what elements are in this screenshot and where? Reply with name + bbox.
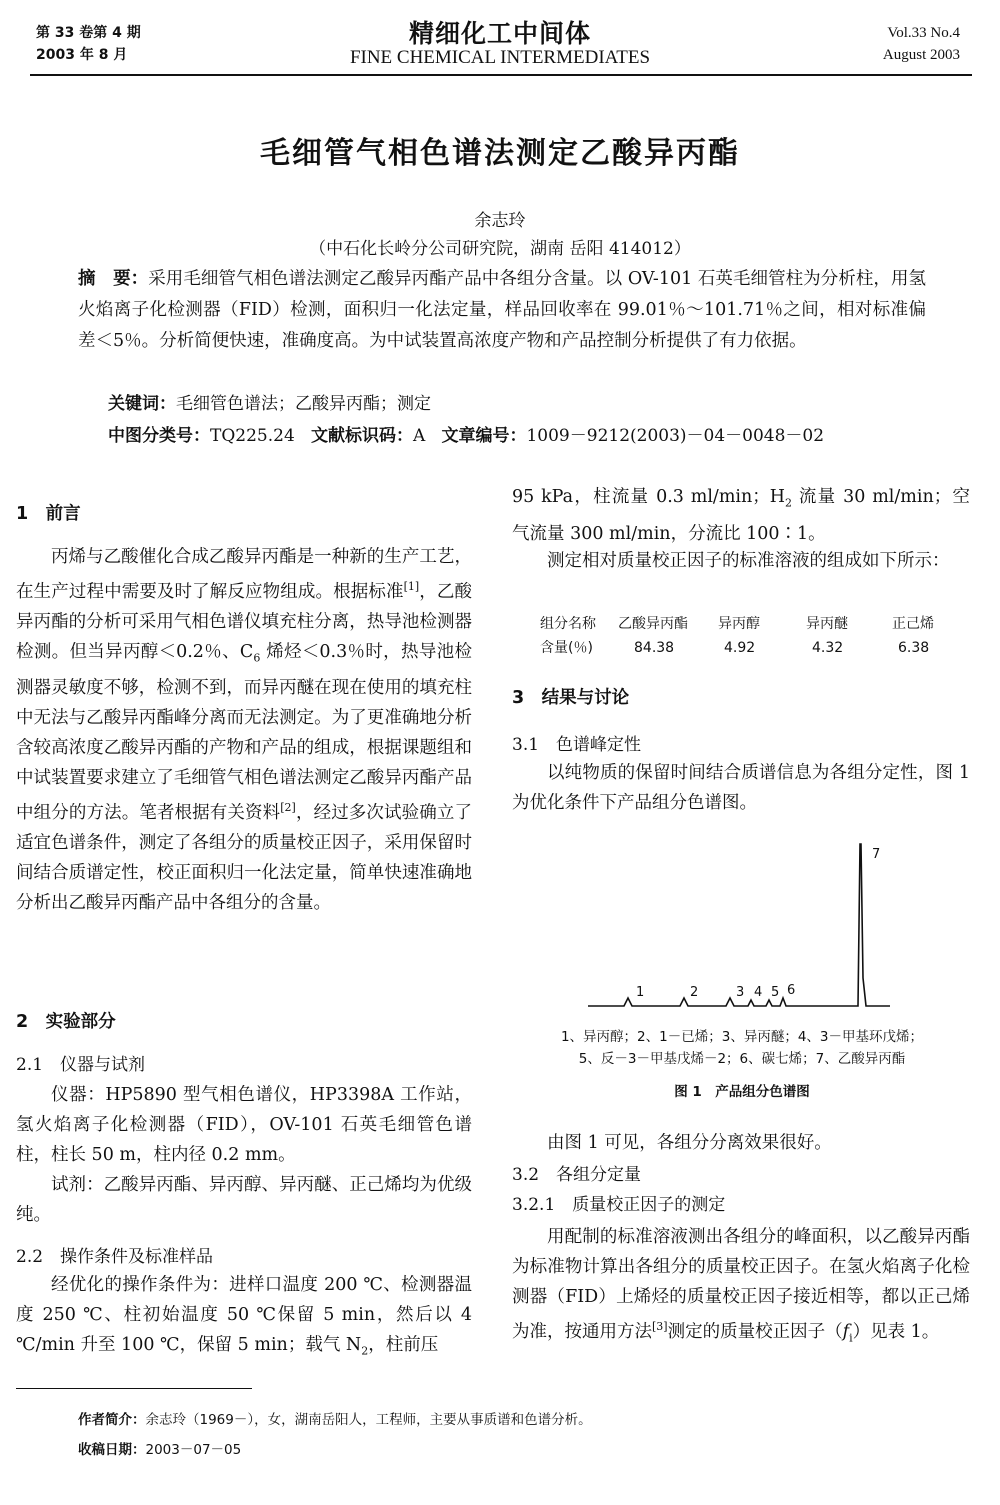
s321-text-a: 用配制的标准溶液测出各组分的峰面积，以乙酸异丙酯为标准物计算出各组分的质量校正因子。在氢火焰离子化检测器（FID）上烯烃的质量校正因子接近相等，都以正己烯为准，按通用方法 <box>512 1227 970 1342</box>
section-3-1-body: 以纯物质的保留时间结合质谱信息为各组分定性，图 1 为优化条件下产品组分色谱图。 <box>512 763 970 813</box>
abstract <box>78 264 926 357</box>
peak-label-1: 1 <box>636 985 645 1000</box>
separation-sentence: 由图 1 可见，各组分分离效果很好。 <box>547 1133 832 1153</box>
abstract-label: 摘 要： <box>78 269 149 289</box>
header-vol-en: Vol.33 No.4 <box>887 25 960 41</box>
peak-label-2: 2 <box>690 985 699 1000</box>
n2-subscript: 2 <box>361 1344 369 1358</box>
chromatogram-trace <box>588 844 890 1006</box>
paper-title: 毛细管气相色谱法测定乙酸异丙酯 <box>260 136 740 171</box>
keywords <box>108 392 431 416</box>
journal-title-cn: 精细化工中间体 <box>408 19 591 48</box>
figure-legend-line-2: 5、反－3－甲基戊烯－2；6、碳七烯；7、乙酸异丙酯 <box>578 1051 906 1067</box>
comp-header-ipac: 乙酸异丙酯 <box>618 616 688 632</box>
peak-label-6: 6 <box>787 983 796 998</box>
s1-text-a: 丙烯与乙酸催化合成乙酸异丙酯是一种新的生产工艺，在生产过程中需要及时了解反应物组成。根据标准 <box>16 547 472 602</box>
section-1-body <box>16 542 472 918</box>
keywords-label: 关键词： <box>108 394 176 414</box>
section-2-title: 2 实验部分 <box>16 1012 116 1032</box>
paper-affiliation: （中石化长岭分公司研究院，湖南 岳阳 414012） <box>309 239 691 259</box>
doc-code-value: A <box>412 426 426 446</box>
standard-solution-paragraph: 测定相对质量校正因子的标准溶液的组成如下所示： <box>547 551 950 571</box>
section-3-1-title: 3.1 色谱峰定性 <box>512 735 642 755</box>
comp-header-hexene: 正己烯 <box>892 616 934 632</box>
s1-text-b: ，乙酸异丙酯的分析可采用气相色谱仪填充柱分离，热导池检测器检测。但当异丙醇＜0.2％、C <box>16 581 473 662</box>
comp-value-ipac: 84.38 <box>634 640 675 656</box>
section-2-2-title: 2.2 操作条件及标准样品 <box>16 1247 214 1267</box>
section-3-title: 3 结果与讨论 <box>512 688 630 708</box>
header-date-cn: 2003 年 8 月 <box>36 47 128 63</box>
journal-title-en: FINE CHEMICAL INTERMEDIATES <box>349 47 651 68</box>
figure-legend <box>512 1026 972 1070</box>
figure-legend-line-1: 1、异丙醇；2、1－已烯；3、异丙醚；4、3－甲基环戊烯； <box>560 1029 924 1045</box>
cont-text-a: 95 kPa，柱流量 0.3 ml/min；H <box>512 487 786 507</box>
s1-text-c: 烯烃＜0.3％时，热导池检测器灵敏度不够，检测不到，而异丙醚在现在使用的填充柱中无法与乙酸异丙酯峰分离而无法测定。为了更准确地分析含较高浓度乙酸异丙酯的产物和产品的组成，根据课题组和中试装置要求建立了毛细管气相色谱法测定乙酸异丙酯产品中组分的方法。笔者根据有关资料 <box>16 641 472 824</box>
section-2-1-body <box>16 1080 472 1230</box>
comp-value-ipa: 4.92 <box>724 640 756 656</box>
comp-header-name: 组分名称 <box>540 616 596 632</box>
instruments-paragraph: 仪器：HP5890 型气相色谱仪，HP3398A 工作站，氢火焰离子化检测器（FID），OV-101 石英毛细管色谱柱，柱长 50 m，柱内径 0.2 mm。 <box>16 1085 472 1165</box>
classification <box>108 424 824 448</box>
comp-value-hexene: 6.38 <box>898 640 930 656</box>
received-date-text: 2003－07－05 <box>145 1442 242 1458</box>
reagents-paragraph: 试剂：乙酸异丙酯、异丙醇、异丙醚、正己烯均为优级纯。 <box>16 1175 472 1225</box>
comp-row-label: 含量(％) <box>540 640 593 656</box>
conditions-continued <box>512 482 970 549</box>
ref-2: [2] <box>280 801 296 815</box>
comp-header-ipa: 异丙醇 <box>718 616 760 632</box>
fi-symbol: f <box>842 1321 850 1342</box>
clc-label: 中图分类号： <box>108 426 210 446</box>
paper-author: 余志玲 <box>474 211 526 231</box>
section-2-1-title: 2.1 仪器与试剂 <box>16 1055 146 1075</box>
comp-value-ipe: 4.32 <box>812 640 844 656</box>
s321-text-b: 测定的质量校正因子（ <box>667 1321 843 1342</box>
received-date <box>78 1440 241 1460</box>
author-bio <box>78 1410 592 1430</box>
ref-1: [1] <box>403 580 420 593</box>
s22-text-a: 经优化的操作条件为：进样口温度 200 ℃、检测器温度 250 ℃、柱初始温度 50 ℃保留 5 min，然后以 4 ℃/min 升至 100 ℃，保留 5 min；载气 N <box>16 1275 472 1355</box>
author-bio-text: 余志玲（1969－），女，湖南岳阳人，工程师，主要从事质谱和色谱分析。 <box>145 1412 592 1428</box>
received-date-label: 收稿日期： <box>78 1442 146 1458</box>
section-2-2-body <box>16 1270 472 1367</box>
author-bio-label: 作者简介： <box>78 1412 146 1428</box>
article-no-label: 文章编号： <box>441 426 527 446</box>
s1-text-d: ，经过多次试验确立了适宜色谱条件，测定了各组分的质量校正因子，采用保留时间结合质谱定性，校正面积归一化法定量，简单快速准确地分析出乙酸异丙酯产品中各组分的含量。 <box>16 803 473 914</box>
header-volume-en <box>883 22 960 66</box>
figure-title: 图 1 产品组分色谱图 <box>674 1084 810 1100</box>
s321-text-c: ）见表 1。 <box>852 1321 940 1342</box>
header-rule <box>30 74 972 76</box>
clc-value: TQ225.24 <box>210 426 295 446</box>
footnote-rule <box>16 1388 252 1389</box>
keywords-text: 毛细管色谱法；乙酸异丙酯；测定 <box>176 394 431 414</box>
section-3-2-1-title: 3.2.1 质量校正因子的测定 <box>512 1195 726 1215</box>
header-date-en: August 2003 <box>882 47 960 63</box>
peak-label-7: 7 <box>872 847 881 862</box>
doc-code-label: 文献标识码： <box>310 426 413 446</box>
comp-header-ipe: 异丙醚 <box>806 616 848 632</box>
chromatogram-figure <box>580 838 900 1018</box>
peak-label-5: 5 <box>771 985 780 1000</box>
section-1-title: 1 前言 <box>16 504 81 524</box>
section-3-2-1-body <box>512 1222 970 1353</box>
s22-text-b: ，柱前压 <box>368 1335 439 1355</box>
section-3-2-title: 3.2 各组分定量 <box>512 1165 642 1185</box>
header-vol-cn: 第 33 卷第 4 期 <box>36 25 141 41</box>
h2-subscript: 2 <box>785 496 793 510</box>
peak-label-3: 3 <box>736 985 745 1000</box>
ref-3: [3] <box>652 1320 668 1333</box>
article-no-value: 1009－9212(2003)－04－0048－02 <box>526 426 825 446</box>
peak-label-4: 4 <box>754 985 763 1000</box>
abstract-text: 采用毛细管气相色谱法测定乙酸异丙酯产品中各组分含量。以 OV-101 石英毛细管柱为分析柱，用氢火焰离子化检测器（FID）检测，面积归一化法定量，样品回收率在 99.01％～101.71％之间，相对标准偏差＜5％。分析简便快速，准确度高。为中试装置高浓度产物和产品控制分析提供了有力依据。 <box>78 269 927 351</box>
cont-text-b: 流量 30 ml/min；空气流量 300 ml/min，分流比 100∶1。 <box>512 487 970 544</box>
c6-subscript: 6 <box>253 651 261 665</box>
fi-subscript: i <box>849 1331 853 1345</box>
